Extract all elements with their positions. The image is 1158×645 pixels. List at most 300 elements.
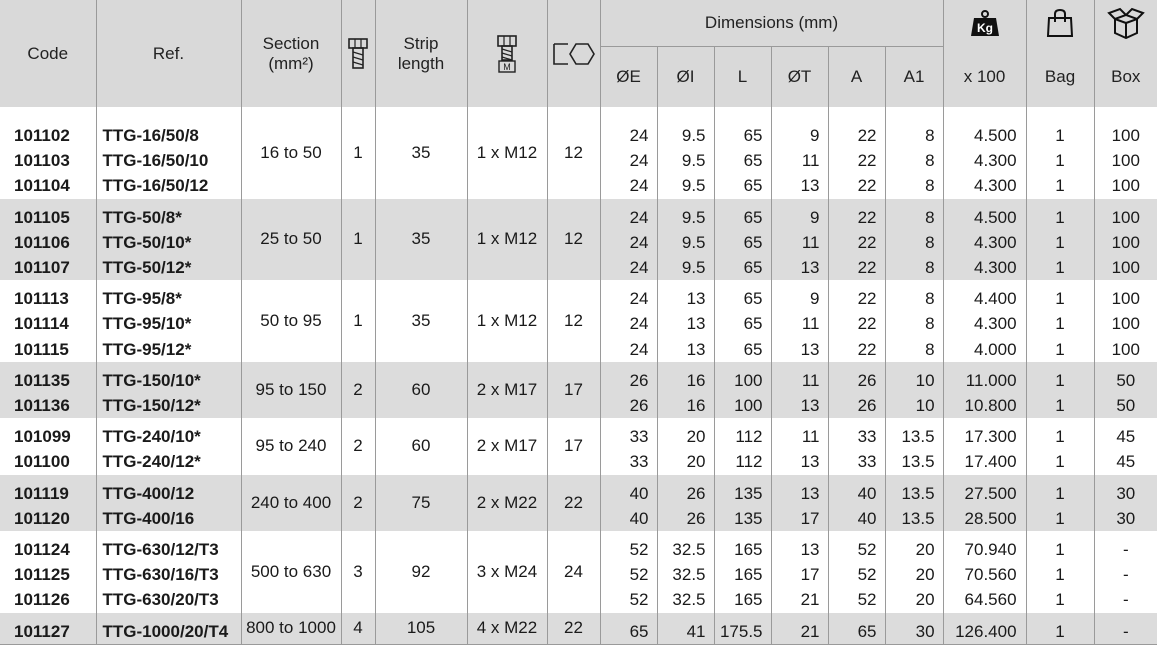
cell-ref-value: TTG-240/10* <box>102 427 201 447</box>
cell-l <box>714 199 771 281</box>
cell-w-value: 4.300 <box>973 176 1017 196</box>
cell-i-value: 26 <box>686 508 706 528</box>
cell-l-value: 135 <box>734 508 763 528</box>
cell-w <box>943 362 1026 418</box>
cell-e <box>600 418 657 474</box>
cell-bag <box>1026 280 1094 362</box>
cell-code <box>0 362 96 418</box>
cell-bag-value: 1 <box>1055 258 1065 277</box>
cell-bolt-count: 2 <box>341 475 375 531</box>
cell-l-value: 65 <box>743 258 763 277</box>
cell-a <box>828 418 885 474</box>
cell-ref-value: TTG-150/12* <box>102 396 201 416</box>
cell-screw: 4 x M22 <box>467 613 547 645</box>
table-row <box>0 418 1157 474</box>
cell-a-value: 22 <box>857 314 877 334</box>
cell-i-value: 9.5 <box>681 176 706 196</box>
header-dim-l: L <box>714 47 771 108</box>
cell-t-value: 11 <box>801 151 820 171</box>
cell-strip-length: 35 <box>375 107 467 199</box>
cell-e-value: 52 <box>629 565 649 585</box>
cell-a1 <box>885 475 943 531</box>
header-weight: x 100 <box>943 47 1026 108</box>
cell-t-value: 11 <box>801 314 820 334</box>
header-section-unit: (mm²) <box>268 53 314 73</box>
cell-t <box>771 531 828 613</box>
cell-a1-value: 30 <box>915 621 935 641</box>
cell-bolt-count: 1 <box>341 280 375 362</box>
cell-box-value: 50 <box>1116 370 1136 390</box>
cell-l-value: 165 <box>734 590 763 610</box>
cell-t <box>771 362 828 418</box>
cell-code-value: 101136 <box>14 396 70 416</box>
cell-code-value: 101105 <box>14 207 70 227</box>
cell-w-value: 4.300 <box>973 151 1017 171</box>
cell-box-value: 100 <box>1111 176 1140 196</box>
cell-box-value: - <box>1122 621 1129 641</box>
cell-bag <box>1026 107 1094 199</box>
cell-bag-value: 1 <box>1055 427 1065 447</box>
cell-ref <box>96 107 241 199</box>
cell-l-value: 135 <box>734 483 763 503</box>
cell-l-value: 112 <box>735 427 763 447</box>
cell-l-value: 65 <box>743 314 763 334</box>
cell-w-value: 28.500 <box>964 508 1017 528</box>
cell-ref-value: TTG-1000/20/T4 <box>102 621 229 641</box>
cell-w-value: 4.400 <box>973 289 1017 309</box>
cell-bolt-count: 2 <box>341 362 375 418</box>
cell-e-value: 24 <box>629 176 649 196</box>
cell-code-value: 101120 <box>14 508 70 528</box>
row-group <box>0 418 1157 474</box>
cell-a <box>828 362 885 418</box>
bolt-head-icon <box>347 43 369 62</box>
cell-box-value: 45 <box>1116 452 1136 472</box>
cell-t-value: 9 <box>810 125 820 145</box>
bolt-with-nut-icon <box>494 43 520 72</box>
cell-e-value: 33 <box>629 452 649 472</box>
cell-a1 <box>885 107 943 199</box>
cell-a1-value: 20 <box>915 540 935 560</box>
cell-code-value: 101125 <box>14 565 70 585</box>
cell-a1 <box>885 418 943 474</box>
cell-l-value: 175.5 <box>719 621 763 641</box>
cell-i-value: 32.5 <box>672 565 706 585</box>
cell-a-value: 52 <box>857 590 877 610</box>
cell-w-value: 4.300 <box>973 314 1017 334</box>
bag-icon <box>1045 13 1075 32</box>
cell-l-value: 65 <box>743 232 763 252</box>
table-row <box>0 107 1157 199</box>
cell-a1 <box>885 362 943 418</box>
cell-ref-value: TTG-95/10* <box>102 314 192 334</box>
cell-i <box>657 199 714 281</box>
cell-w-value: 4.000 <box>973 339 1017 359</box>
cell-bolt-count: 4 <box>341 613 375 645</box>
cell-ref-value: TTG-95/8* <box>102 289 182 309</box>
cell-a <box>828 613 885 645</box>
cell-w <box>943 531 1026 613</box>
cell-t-value: 11 <box>801 370 820 390</box>
cell-l <box>714 107 771 199</box>
cell-t <box>771 280 828 362</box>
cell-t-value: 21 <box>800 590 820 610</box>
table-row <box>0 531 1157 613</box>
cell-box <box>1094 362 1157 418</box>
cell-section: 16 to 50 <box>241 107 341 199</box>
cell-a1-value: 8 <box>925 339 935 359</box>
cell-bag <box>1026 531 1094 613</box>
cell-strip-length: 35 <box>375 280 467 362</box>
cell-a1-value: 10 <box>915 396 935 416</box>
cell-l <box>714 362 771 418</box>
cell-box-value: 100 <box>1111 151 1140 171</box>
cell-ref <box>96 362 241 418</box>
cell-t <box>771 107 828 199</box>
cell-ref <box>96 531 241 613</box>
cell-ref <box>96 280 241 362</box>
cell-t-value: 17 <box>800 508 820 528</box>
cell-i-value: 9.5 <box>681 258 706 277</box>
cell-e-value: 65 <box>629 621 649 641</box>
cell-a1-value: 20 <box>915 565 935 585</box>
cell-e-value: 24 <box>629 314 649 334</box>
cell-w <box>943 107 1026 199</box>
cell-l <box>714 475 771 531</box>
cell-e <box>600 531 657 613</box>
cell-i-value: 20 <box>686 452 706 472</box>
cell-code <box>0 107 96 199</box>
cell-hex: 12 <box>547 280 600 362</box>
header-dim-i: ØI <box>657 47 714 108</box>
cell-code-value: 101099 <box>14 427 71 447</box>
cell-ref-value: TTG-95/12* <box>102 339 192 359</box>
cell-t-value: 13 <box>800 258 820 277</box>
cell-screw: 2 x M22 <box>467 475 547 531</box>
cell-ref-value: TTG-16/50/10 <box>102 151 209 171</box>
cell-a1 <box>885 531 943 613</box>
header-weight-icon-cell <box>943 0 1026 47</box>
cell-l-value: 65 <box>743 289 763 309</box>
cell-i-value: 16 <box>686 396 706 416</box>
cell-a-value: 40 <box>857 508 877 528</box>
cell-w <box>943 418 1026 474</box>
header-section-label: Section <box>262 33 320 53</box>
cell-bag-value: 1 <box>1055 621 1065 641</box>
cell-e <box>600 280 657 362</box>
cell-a1-value: 13.5 <box>901 427 935 447</box>
cell-t-value: 21 <box>800 621 820 641</box>
cell-w <box>943 199 1026 281</box>
svg-text:M: M <box>503 61 511 72</box>
cell-strip-length: 35 <box>375 199 467 281</box>
header-strip-length <box>375 0 467 107</box>
cell-w-value: 4.300 <box>973 232 1017 252</box>
cell-bolt-count: 1 <box>341 199 375 281</box>
cell-l-value: 112 <box>735 452 763 472</box>
cell-bolt-count: 3 <box>341 531 375 613</box>
cell-l-value: 65 <box>743 207 763 227</box>
table-header <box>0 0 1157 107</box>
cell-hex: 12 <box>547 107 600 199</box>
cell-e <box>600 107 657 199</box>
table-row <box>0 199 1157 281</box>
cell-a-value: 22 <box>857 151 877 171</box>
cell-l-value: 165 <box>734 540 763 560</box>
cell-bag-value: 1 <box>1055 370 1065 390</box>
cell-bag-value: 1 <box>1055 151 1065 171</box>
cell-a-value: 52 <box>857 540 877 560</box>
kg-weight-icon <box>970 13 1000 36</box>
cell-a1-value: 8 <box>925 258 935 277</box>
cell-e <box>600 362 657 418</box>
cell-t-value: 13 <box>800 396 820 416</box>
cell-l-value: 65 <box>743 151 763 171</box>
cell-ref <box>96 475 241 531</box>
cell-a1 <box>885 613 943 645</box>
cell-ref-value: TTG-240/12* <box>102 452 201 472</box>
cell-a-value: 22 <box>857 176 877 196</box>
cell-bag-value: 1 <box>1055 125 1065 145</box>
cell-ref-value: TTG-50/8* <box>102 207 182 227</box>
cell-ref-value: TTG-16/50/12 <box>102 176 209 196</box>
cell-bag-value: 1 <box>1055 314 1065 334</box>
cell-section: 95 to 150 <box>241 362 341 418</box>
cell-w <box>943 280 1026 362</box>
cell-i-value: 9.5 <box>681 151 706 171</box>
row-group <box>0 475 1157 531</box>
cell-a <box>828 531 885 613</box>
cell-bag-value: 1 <box>1055 232 1065 252</box>
cell-code-value: 101113 <box>14 289 69 309</box>
cell-hex: 17 <box>547 418 600 474</box>
cell-code <box>0 280 96 362</box>
cell-a1-value: 8 <box>925 232 935 252</box>
cell-code-value: 101104 <box>14 176 70 196</box>
cell-e-value: 52 <box>629 540 649 560</box>
cell-l <box>714 418 771 474</box>
cell-t <box>771 418 828 474</box>
header-bolt-count <box>341 0 375 107</box>
cell-section: 500 to 630 <box>241 531 341 613</box>
cell-l-value: 65 <box>743 125 763 145</box>
cell-bag-value: 1 <box>1055 396 1065 416</box>
cell-a1-value: 13.5 <box>901 508 935 528</box>
cell-a <box>828 475 885 531</box>
cell-e-value: 26 <box>629 370 649 390</box>
cell-screw: 1 x M12 <box>467 280 547 362</box>
cell-w-value: 17.400 <box>964 452 1017 472</box>
cell-section: 50 to 95 <box>241 280 341 362</box>
cell-section: 800 to 1000 <box>241 613 341 645</box>
cell-e-value: 40 <box>629 483 649 503</box>
cell-strip-length: 60 <box>375 362 467 418</box>
cell-section: 240 to 400 <box>241 475 341 531</box>
header-ref: Ref. <box>96 0 241 107</box>
cell-w-value: 70.560 <box>964 565 1017 585</box>
cell-i <box>657 280 714 362</box>
cell-i <box>657 362 714 418</box>
row-group <box>0 613 1157 645</box>
cell-l <box>714 280 771 362</box>
cell-box-value: 100 <box>1111 314 1140 334</box>
cell-code-value: 101106 <box>14 232 70 252</box>
cell-t <box>771 475 828 531</box>
cell-w-value: 4.500 <box>973 207 1017 227</box>
cell-w-value: 4.500 <box>973 125 1017 145</box>
cell-box-value: 100 <box>1111 125 1140 145</box>
cell-bag-value: 1 <box>1055 508 1065 528</box>
cell-box <box>1094 475 1157 531</box>
cell-bag <box>1026 418 1094 474</box>
cell-box-value: - <box>1122 565 1129 585</box>
cell-w-value: 17.300 <box>964 427 1017 447</box>
cell-box <box>1094 418 1157 474</box>
cell-hex: 24 <box>547 531 600 613</box>
cell-i-value: 32.5 <box>672 540 706 560</box>
cell-a-value: 65 <box>857 621 877 641</box>
cell-t <box>771 613 828 645</box>
cell-w-value: 11.000 <box>965 370 1017 390</box>
cell-a1-value: 8 <box>925 151 935 171</box>
cell-a-value: 22 <box>857 207 877 227</box>
cell-code-value: 101126 <box>14 590 70 610</box>
cell-t-value: 11 <box>801 427 820 447</box>
cell-box-value: 30 <box>1116 483 1136 503</box>
cell-a1 <box>885 199 943 281</box>
cell-bag <box>1026 362 1094 418</box>
row-group <box>0 280 1157 362</box>
cell-code-value: 101102 <box>14 125 70 145</box>
cell-a-value: 22 <box>857 339 877 359</box>
cell-code <box>0 418 96 474</box>
cell-i-value: 20 <box>686 427 706 447</box>
cell-screw: 3 x M24 <box>467 531 547 613</box>
cell-hex: 12 <box>547 199 600 281</box>
cell-l-value: 65 <box>743 176 763 196</box>
cell-i-value: 26 <box>686 483 706 503</box>
cell-box <box>1094 107 1157 199</box>
cell-ref-value: TTG-630/20/T3 <box>102 590 219 610</box>
cell-a1-value: 8 <box>925 207 935 227</box>
row-group <box>0 107 1157 199</box>
cell-a1-value: 13.5 <box>901 452 935 472</box>
cell-i <box>657 475 714 531</box>
cell-i-value: 9.5 <box>681 232 706 252</box>
cell-ref <box>96 199 241 281</box>
cell-t-value: 11 <box>801 232 820 252</box>
hexagon-key-icon <box>552 43 596 62</box>
table-row <box>0 280 1157 362</box>
cell-l-value: 100 <box>734 396 763 416</box>
header-hex <box>547 0 600 107</box>
cell-t-value: 13 <box>800 540 820 560</box>
cell-e-value: 24 <box>629 125 649 145</box>
cell-strip-length: 92 <box>375 531 467 613</box>
cell-a1-value: 10 <box>915 370 935 390</box>
cell-code-value: 101119 <box>14 483 69 503</box>
cell-a-value: 22 <box>857 289 877 309</box>
cell-screw: 1 x M12 <box>467 107 547 199</box>
cell-a1-value: 8 <box>925 314 935 334</box>
header-dim-a: A <box>828 47 885 108</box>
cell-e-value: 40 <box>629 508 649 528</box>
cell-ref-value: TTG-400/12 <box>102 483 195 503</box>
box-icon <box>1107 13 1145 32</box>
cell-t-value: 13 <box>800 176 820 196</box>
cell-screw: 1 x M12 <box>467 199 547 281</box>
cell-a1-value: 20 <box>915 590 935 610</box>
cell-bag-value: 1 <box>1055 176 1065 196</box>
cell-code-value: 101124 <box>14 540 70 560</box>
cell-box-value: 100 <box>1111 232 1140 252</box>
cell-a1 <box>885 280 943 362</box>
cell-a-value: 40 <box>857 483 877 503</box>
cell-i-value: 32.5 <box>672 590 706 610</box>
cell-box-value: 50 <box>1116 396 1136 416</box>
cell-a <box>828 199 885 281</box>
cell-bolt-count: 2 <box>341 418 375 474</box>
cell-bolt-count: 1 <box>341 107 375 199</box>
cell-hex: 22 <box>547 613 600 645</box>
cell-e-value: 24 <box>629 258 649 277</box>
cell-a-value: 26 <box>857 370 877 390</box>
cell-a-value: 22 <box>857 125 877 145</box>
svg-text:Kg: Kg <box>976 21 993 36</box>
cell-e-value: 26 <box>629 396 649 416</box>
cell-t-value: 9 <box>810 207 820 227</box>
header-strip-label: Strip <box>403 33 439 53</box>
cell-section: 95 to 240 <box>241 418 341 474</box>
cell-e-value: 24 <box>629 289 649 309</box>
cell-box <box>1094 199 1157 281</box>
cell-code <box>0 613 96 645</box>
cell-box-value: 45 <box>1116 427 1136 447</box>
cell-ref-value: TTG-630/12/T3 <box>102 540 219 560</box>
cell-ref-value: TTG-50/10* <box>102 232 192 252</box>
cell-a-value: 33 <box>857 427 877 447</box>
cell-w-value: 70.940 <box>964 540 1017 560</box>
cell-bag-value: 1 <box>1055 565 1065 585</box>
header-strip-label-2: length <box>397 53 445 73</box>
cell-l-value: 100 <box>734 370 763 390</box>
cell-bag <box>1026 475 1094 531</box>
cell-a1-value: 8 <box>925 176 935 196</box>
row-group <box>0 199 1157 281</box>
cell-code <box>0 199 96 281</box>
cell-e-value: 33 <box>629 427 649 447</box>
cell-a1-value: 8 <box>925 289 935 309</box>
cell-a-value: 22 <box>857 232 877 252</box>
cell-code-value: 101107 <box>14 258 70 277</box>
table-row <box>0 613 1157 645</box>
cell-l-value: 65 <box>743 339 763 359</box>
cell-code-value: 101103 <box>14 151 70 171</box>
cell-l-value: 165 <box>734 565 763 585</box>
cell-section: 25 to 50 <box>241 199 341 281</box>
cell-w-value: 126.400 <box>955 621 1017 641</box>
cell-ref-value: TTG-16/50/8 <box>102 125 199 145</box>
cell-box-value: 30 <box>1116 508 1136 528</box>
cell-e-value: 24 <box>629 207 649 227</box>
cell-l <box>714 531 771 613</box>
cell-w <box>943 475 1026 531</box>
cell-code <box>0 531 96 613</box>
cell-code-value: 101114 <box>14 314 69 334</box>
cell-box-value: - <box>1122 540 1129 560</box>
cell-i <box>657 107 714 199</box>
cell-a-value: 22 <box>857 258 877 277</box>
